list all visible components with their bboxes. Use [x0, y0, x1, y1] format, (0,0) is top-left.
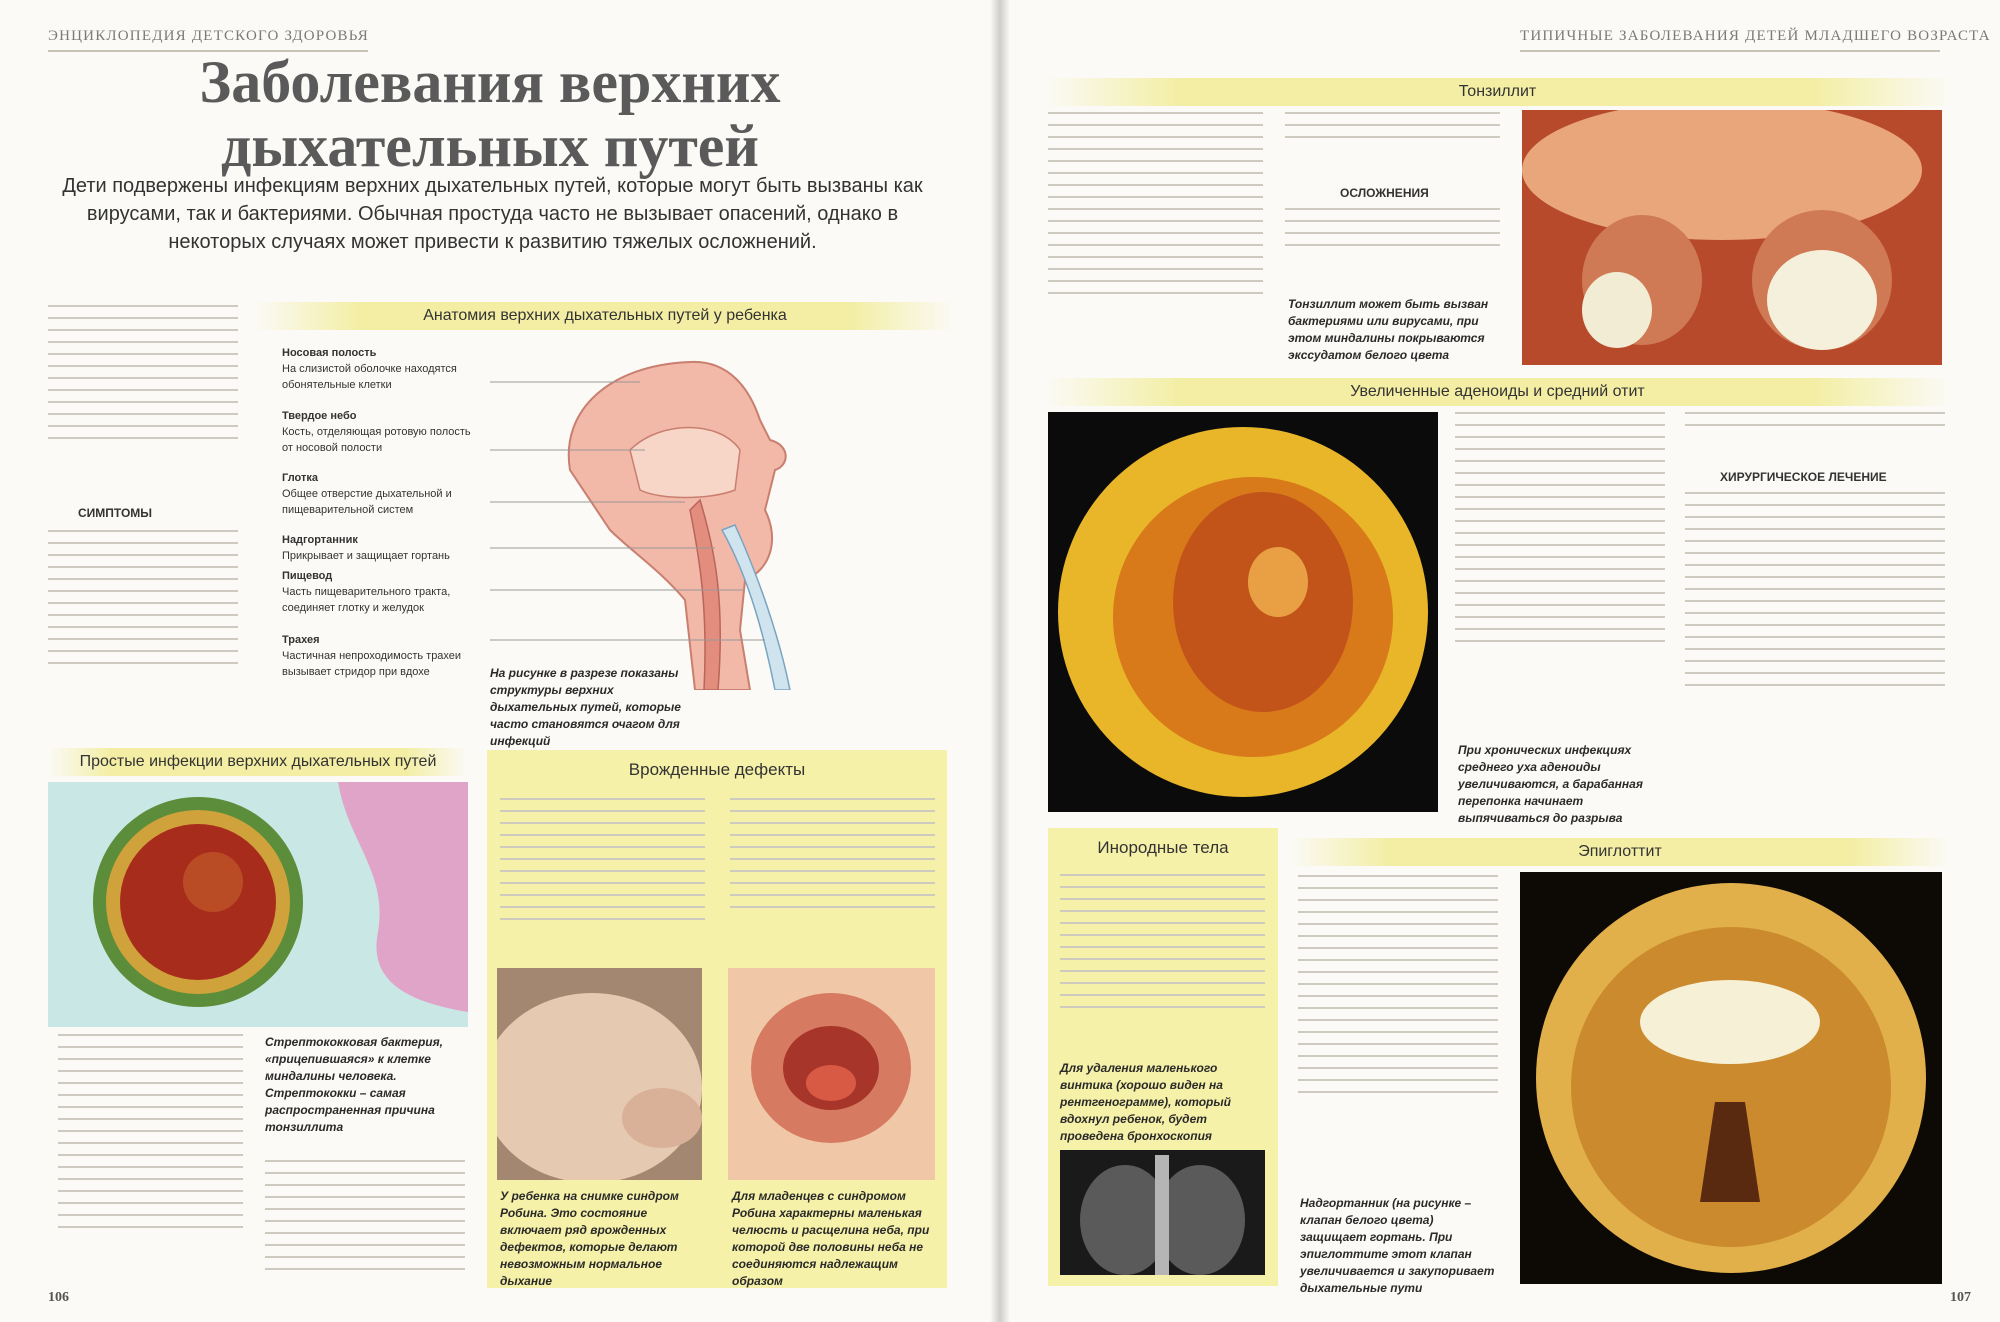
strep-caption: Стрептококковая бактерия, «прицепившаяся» к клетке миндалины человека. Стрептококки – самая распространенная причина тонзиллита: [265, 1035, 444, 1134]
symptoms-text-column: [48, 530, 238, 674]
anatomy-label-name: Надгортанник: [282, 534, 358, 546]
vascular-ring-text: [730, 798, 935, 918]
cleft-palate-caption: Для младенцев с синдромом Робина характерны маленькая челюсть и расщелина неба, при которой две половины неба не соединяются надлежащим образом: [732, 1189, 930, 1288]
chest-xray-photo: [1060, 1150, 1265, 1275]
surgery-text: [1685, 492, 1945, 696]
adenoids-text: [1455, 412, 1665, 652]
cleft-palate-photo: [728, 968, 935, 1180]
page-title: Заболевания верхних дыхательных путей: [199, 49, 781, 179]
right-page: [1000, 0, 2000, 1322]
epiglottis-caption: Надгортанник (на рисунке – клапан белого цвета) защищает гортань. При эпиглоттите этот клапан увеличивается и закупоривает дыхательные пути: [1300, 1196, 1495, 1295]
tonsillitis-photo: [1522, 110, 1942, 365]
anatomy-section-title: Анатомия верхних дыхательных путей у ребенка: [255, 302, 955, 330]
complications-subhead: ОСЛОЖНЕНИЯ: [1340, 186, 1429, 200]
surgery-subhead: ХИРУРГИЧЕСКОЕ ЛЕЧЕНИЕ: [1720, 470, 1887, 484]
anatomy-label-desc: Частичная непроходимость трахеи вызывает стридор при вдохе: [282, 650, 462, 678]
foreign-bodies-text: [1060, 874, 1265, 1018]
simple-infections-text: [58, 1034, 243, 1238]
symptoms-subhead: СИМПТОМЫ: [78, 506, 153, 520]
eardrum-otoscope-photo: [1048, 412, 1438, 812]
tonsillitis-text-col1: [1048, 112, 1263, 304]
left-page-number: 106: [48, 1290, 69, 1305]
foreign-bodies-title: Инородные тела: [1097, 838, 1229, 857]
anatomy-label: [282, 532, 482, 564]
book-spine-shadow: [990, 0, 1010, 1322]
tonsillitis-text-col2: [1285, 112, 1500, 148]
intro-text-column: [48, 305, 238, 449]
complications-text: [1285, 208, 1500, 256]
anatomy-label-name: Носовая полость: [282, 347, 377, 359]
left-running-header: ЭНЦИКЛОПЕДИЯ ДЕТСКОГО ЗДОРОВЬЯ: [48, 28, 369, 44]
anatomy-label-desc: Общее отверстие дыхательной и пищеварительной систем: [282, 488, 452, 516]
tonsillitis-title: Тонзиллит: [1045, 78, 1950, 106]
lead-paragraph: Дети подвержены инфекциям верхних дыхательных путей, которые могут быть вызваны как вирусами, так и бактериями. Обычная простуда часто не вызывает опасений, однако в некоторых случаях может привести к развитию тяжелых осложнений.: [62, 175, 923, 253]
epiglottitis-text: [1298, 875, 1498, 1103]
anatomy-label-desc: На слизистой оболочке находятся обонятельные клетки: [282, 363, 457, 391]
congenital-defects-title: Врожденные дефекты: [628, 760, 806, 779]
right-header-rule: [1520, 50, 1940, 52]
adenoids-text-col2: [1685, 412, 1945, 436]
streptococcus-micrograph: [48, 782, 468, 1027]
ear-caption: При хронических инфекциях среднего уха аденоиды увеличиваются, а барабанная перепонка начинает выпячиваться до разрыва: [1458, 743, 1643, 825]
robin-baby-caption: У ребенка на снимке синдром Робина. Это состояние включает ряд врожденных дефектов, которые делают невозможным нормальное дыхание: [500, 1189, 679, 1288]
anatomy-label-name: Пищевод: [282, 570, 333, 582]
right-page-number: 107: [1950, 1290, 1971, 1305]
tonsillitis-caption: Тонзиллит может быть вызван бактериями или вирусами, при этом миндалины покрываются экссудатом белого цвета: [1288, 297, 1489, 362]
anatomy-label-desc: Прикрывает и защищает гортань: [282, 550, 450, 562]
adenoids-otitis-title: Увеличенные аденоиды и средний отит: [1045, 378, 1950, 406]
epiglottis-endoscope-photo: [1520, 872, 1942, 1284]
anatomy-label: [282, 408, 482, 456]
anatomy-label-desc: Кость, отделяющая ротовую полость от носовой полости: [282, 426, 471, 454]
epiglottitis-title: Эпиглоттит: [1290, 838, 1950, 866]
right-running-header: ТИПИЧНЫЕ ЗАБОЛЕВАНИЯ ДЕТЕЙ МЛАДШЕГО ВОЗРАСТА: [1520, 28, 1991, 44]
anatomy-label: [282, 345, 482, 393]
anatomy-label-name: Трахея: [282, 634, 320, 646]
foreign-body-caption: Для удаления маленького винтика (хорошо виден на рентгенограмме), который вдохнул ребенок, будет проведена бронхоскопия: [1060, 1061, 1231, 1143]
severe-infections-text: [265, 1160, 465, 1280]
anatomy-label: [282, 568, 482, 616]
airway-cross-section-diagram: [490, 350, 910, 690]
anatomy-label: [282, 470, 482, 518]
robin-syndrome-text: [500, 798, 705, 930]
anatomy-caption: На рисунке в разрезе показаны структуры верхних дыхательных путей, которые часто становятся очагом для инфекций: [490, 666, 681, 748]
simple-infections-title: Простые инфекции верхних дыхательных путей: [48, 748, 468, 776]
anatomy-label-name: Глотка: [282, 472, 318, 484]
anatomy-label: [282, 632, 482, 680]
robin-syndrome-baby-photo: [497, 968, 702, 1180]
anatomy-label-desc: Часть пищеварительного тракта, соединяет глотку и желудок: [282, 586, 451, 614]
anatomy-label-name: Твердое небо: [282, 410, 357, 422]
